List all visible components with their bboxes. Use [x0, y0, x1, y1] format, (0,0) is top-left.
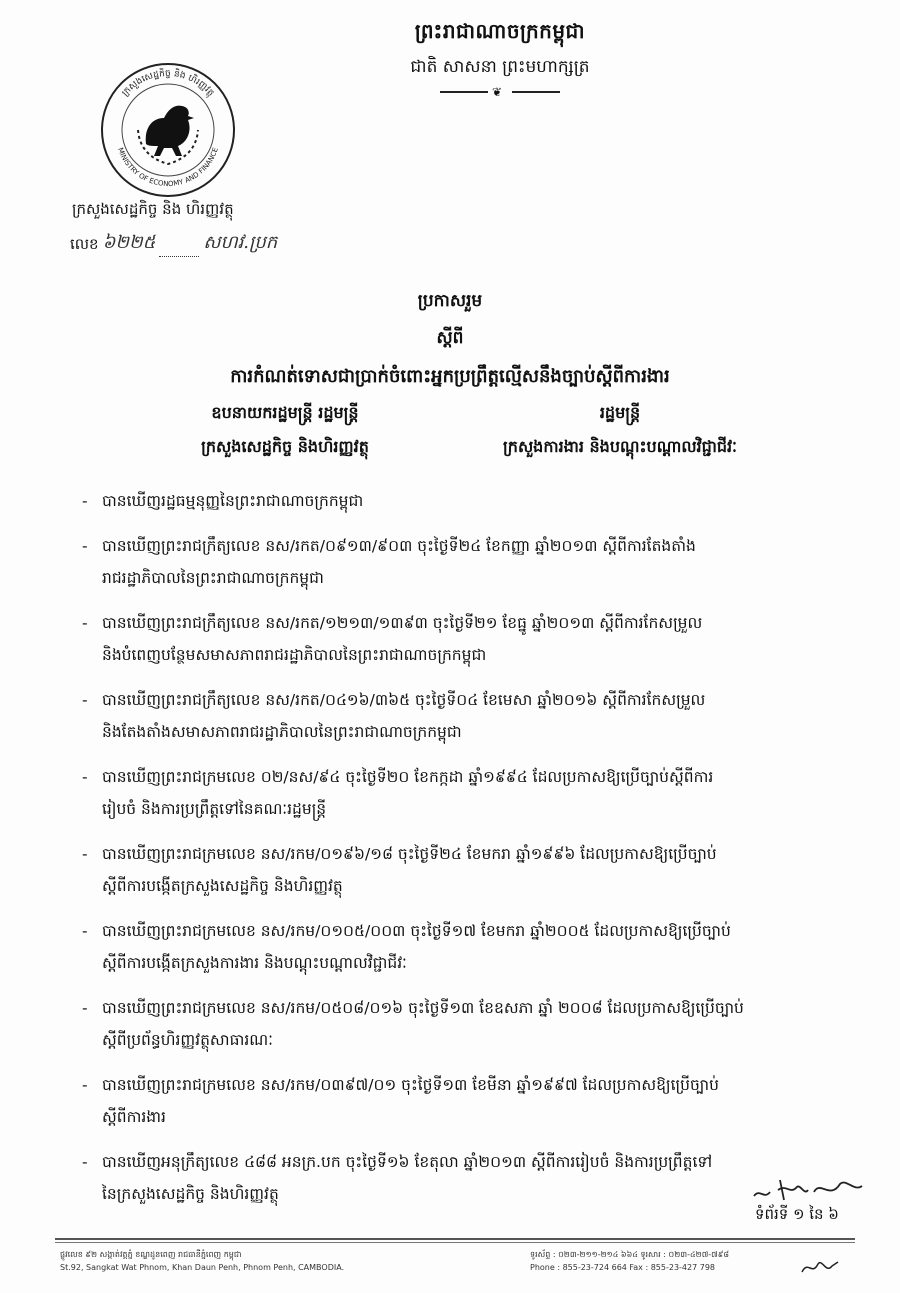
minister-right-ministry: ក្រសួងការងារ និងបណ្តុះបណ្តាលវិជ្ជាជីវៈ [503, 437, 737, 456]
item-line-cont: និងបំពេញបន្ថែមសមាសភាពរាជរដ្ឋាភិបាលនៃព្រះរាជាណាចក្រកម្ពុជា [102, 646, 487, 664]
list-item [82, 915, 872, 979]
item-line: បានឃើញព្រះរាជក្រមលេខ នស/រកម/០៥០៨/០១៦ ចុះថ្ងៃទី១៣ ខែឧសភា ឆ្នាំ ២០០៨ ដែលប្រកាសឱ្យប្រើច្បាប់ [102, 999, 744, 1017]
seal-text-en: MINISTRY OF ECONOMY AND FINANCE [116, 146, 220, 189]
ref-number: ៦២២៥ [102, 232, 156, 253]
footer-address [60, 1248, 460, 1274]
phone-km: ទូរស័ព្ទ : ០២៣-២១១-២១៤ ៦៦៤ ទូរសារ : ០២៣-៤២៧-៧៩៨ [530, 1250, 730, 1259]
initials-signature-icon [750, 1170, 870, 1206]
list-item [82, 1069, 872, 1133]
item-line-cont: ស្តីពីការបង្កើតក្រសួងការងារ និងបណ្តុះបណ្តាលវិជ្ជាជីវៈ [102, 954, 407, 972]
list-item [82, 530, 872, 594]
list-item [82, 838, 872, 902]
minister-right [480, 402, 760, 460]
list-item [82, 992, 872, 1056]
item-line-cont: រាជរដ្ឋាភិបាលនៃព្រះរាជាណាចក្រកម្ពុជា [102, 569, 324, 587]
seal-text-km: ក្រសួងសេដ្ឋកិច្ច និង ហិរញ្ញវត្ថុ [120, 68, 216, 99]
item-line: បានឃើញព្រះរាជក្រមលេខ នស/រកម/០៣៩៧/០១ ចុះថ្ងៃទី១៣ ខែមីនា ឆ្នាំ១៩៩៧ ដែលប្រកាសឱ្យប្រើច្បាប់ [102, 1076, 719, 1094]
address-en: St.92, Sangkat Wat Phnom, Khan Daun Penh, Phnom Penh, CAMBODIA. [60, 1263, 345, 1272]
footer-initials-icon [800, 1254, 840, 1278]
minister-left-ministry: ក្រសួងសេដ្ឋកិច្ច និងហិរញ្ញវត្ថុ [201, 437, 369, 456]
list-item [82, 607, 872, 671]
title-line-1: ប្រកាសរួម [417, 291, 483, 311]
item-line-cont: ស្តីពីការងារ [102, 1108, 166, 1126]
reference-number [70, 230, 330, 257]
ref-dots [159, 242, 199, 257]
minister-left-title: ឧបនាយករដ្ឋមន្ត្រី រដ្ឋមន្ត្រី [211, 403, 359, 422]
title-line-3: ការកំណត់ទោសជាប្រាក់ចំពោះអ្នកប្រព្រឹត្តល្មើសនឹងច្បាប់ស្តីពីការងារ [230, 366, 670, 387]
ministry-seal-icon [98, 60, 238, 200]
item-line: បានឃើញព្រះរាជក្រមលេខ នស/រកម/០១៩៦/១៨ ចុះថ្ងៃទី២៤ ខែមករា ឆ្នាំ១៩៩៦ ដែលប្រកាសឱ្យប្រើច្បាប់ [102, 845, 717, 863]
item-line: បានឃើញរដ្ឋធម្មនុញ្ញនៃព្រះរាជាណាចក្រកម្ពុជា [102, 492, 364, 510]
ref-label: លេខ [70, 235, 99, 253]
item-line: បានឃើញព្រះរាជក្រឹត្យលេខ នស/រកត/១២១៣/១៣៩៣ ចុះថ្ងៃទី២១ ខែធ្នូ ឆ្នាំ២០១៣ ស្តីពីការកែសម្រួល [102, 614, 703, 632]
item-line-cont: និងតែងតាំងសមាសភាពរាជរដ្ឋាភិបាលនៃព្រះរាជាណាចក្រកម្ពុជា [102, 723, 462, 741]
item-line: បានឃើញព្រះរាជក្រឹត្យលេខ នស/រកត/០៩១៣/៩០៣ ចុះថ្ងៃទី២៤ ខែកញ្ញា ឆ្នាំ២០១៣ ស្តីពីការតែងតាំង [102, 537, 696, 555]
list-item [82, 684, 872, 748]
item-line: បានឃើញព្រះរាជក្រមលេខ នស/រកម/០១០៥/០០៣ ចុះថ្ងៃទី១៧ ខែមករា ឆ្នាំ២០០៥ ដែលប្រកាសឱ្យប្រើច្បាប់ [102, 922, 731, 940]
item-line: បានឃើញព្រះរាជក្រមលេខ ០២/នស/៩៤ ចុះថ្ងៃទី២០ ខែកក្កដា ឆ្នាំ១៩៩៤ ដែលប្រកាសឱ្យប្រើច្បាប់ស្តីពីការ [102, 768, 714, 786]
legal-basis-list [82, 485, 872, 1223]
ref-suffix: សហវ.ប្រក [203, 232, 278, 253]
title-line-2: ស្តីពី [436, 328, 464, 348]
minister-right-title: រដ្ឋមន្ត្រី [599, 403, 641, 422]
issuing-ministry [70, 200, 330, 257]
item-line: បានឃើញព្រះរាជក្រឹត្យលេខ នស/រកត/០៤១៦/៣៦៥ ចុះថ្ងៃទី០៤ ខែមេសា ឆ្នាំ២០១៦ ស្តីពីការកែសម្រួល [102, 691, 706, 709]
minister-left [165, 402, 405, 460]
ministry-name: ក្រសួងសេដ្ឋកិច្ច និង ហិរញ្ញវត្ថុ [72, 200, 234, 218]
page-number: ទំព័រទី ១ នៃ ៦ [755, 1205, 839, 1223]
footer-divider-thin [55, 1242, 855, 1243]
signatory-ministers [0, 402, 900, 472]
ornament-divider: ❦ [440, 87, 560, 97]
kingdom-header [350, 18, 650, 97]
list-item [82, 761, 872, 825]
kingdom-title: ព្រះរាជាណាចក្រកម្ពុជា [414, 19, 586, 43]
footer-divider [55, 1238, 855, 1240]
svg-text:MINISTRY OF ECONOMY AND FINANC [116, 147, 220, 188]
document-title [0, 290, 900, 391]
item-line-cont: ស្តីពីការបង្កើតក្រសួងសេដ្ឋកិច្ច និងហិរញ្ញវត្ថុ [102, 877, 343, 895]
national-motto: ជាតិ សាសនា ព្រះមហាក្សត្រ [410, 57, 590, 77]
item-line: បានឃើញអនុក្រឹត្យលេខ ៤៨៨ អនក្រ.បក ចុះថ្ងៃទី១៦ ខែតុលា ឆ្នាំ២០១៣ ស្តីពីការរៀបចំ និងការប្រព្រឹត្តទៅ [102, 1153, 713, 1171]
address-km: ផ្លូវលេខ ៩២ សង្កាត់វត្តភ្នំ ខណ្ឌដូនពេញ រាជធានីភ្នំពេញ កម្ពុជា [60, 1250, 242, 1259]
item-line-cont: នៃក្រសួងសេដ្ឋកិច្ច និងហិរញ្ញវត្ថុ [102, 1185, 279, 1203]
list-item [82, 485, 872, 517]
item-line-cont: ស្តីពីប្រព័ន្ធហិរញ្ញវត្ថុសាធារណៈ [102, 1031, 273, 1049]
phone-en: Phone : 855-23-724 664 Fax : 855-23-427 798 [530, 1263, 715, 1272]
item-line-cont: រៀបចំ និងការប្រព្រឹត្តទៅនៃគណៈរដ្ឋមន្ត្រី [102, 800, 327, 818]
